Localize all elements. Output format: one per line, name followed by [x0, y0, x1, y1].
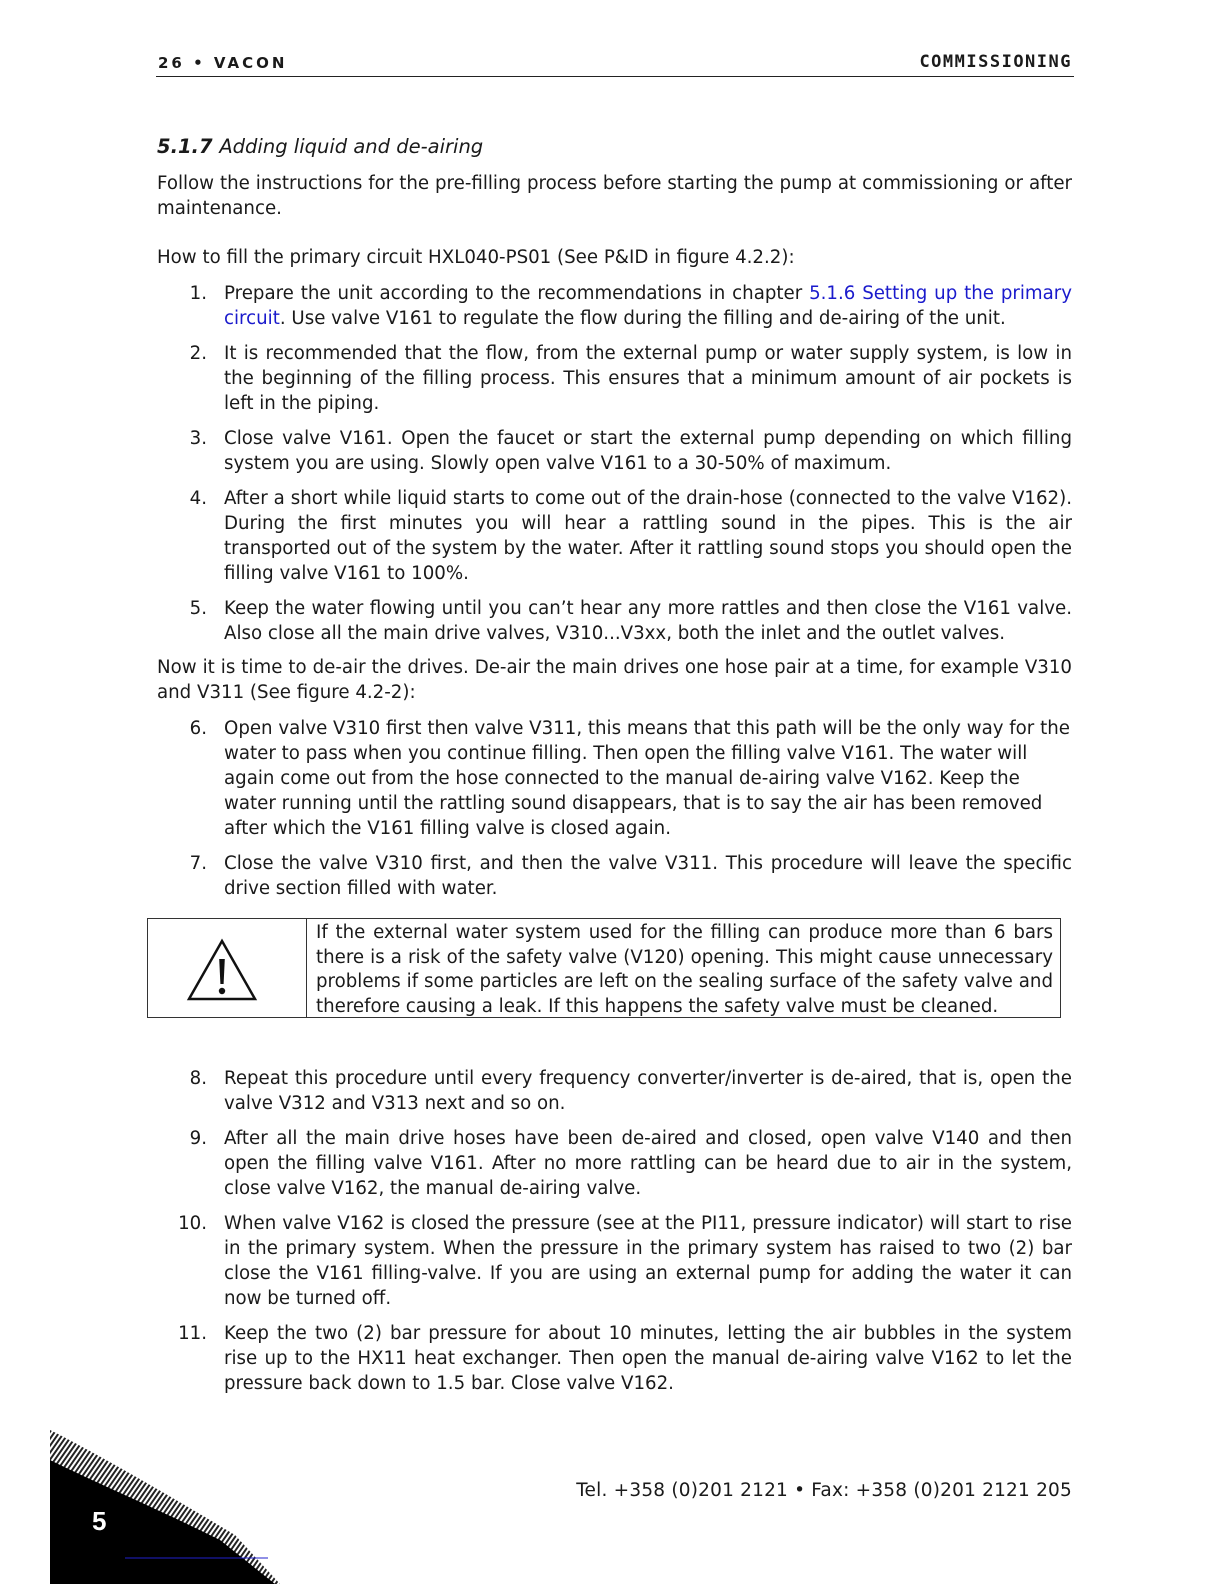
list-item [157, 1066, 1072, 1116]
step-number: 1. [189, 283, 207, 304]
warning-box [147, 918, 1061, 1018]
step-number: 3. [189, 428, 207, 449]
step-text: Close valve V161. Open the faucet or start the external pump depending on which filling system you are using. Slowly open valve V161 to a 30-50% of maximum. [224, 428, 1072, 474]
list-item [157, 1321, 1072, 1396]
chapter-corner-graphic [50, 1430, 280, 1584]
list-item [157, 341, 1072, 416]
list-item [157, 281, 1072, 331]
step-number: 10. [178, 1213, 207, 1234]
step-text: Repeat this procedure until every frequency converter/inverter is de-aired, that is, open the valve V312 and V313 next and so on. [224, 1068, 1072, 1114]
list-item [157, 1126, 1072, 1201]
step-number: 9. [189, 1128, 207, 1149]
step-text: Prepare the unit according to the recommendations in chapter [224, 283, 810, 304]
step-number: 4. [189, 488, 207, 509]
list-item [157, 716, 1072, 841]
list-item [157, 851, 1072, 901]
page-header [156, 52, 1074, 77]
section-heading [157, 133, 1072, 161]
step-number: 2. [189, 343, 207, 364]
step-number: 8. [189, 1068, 207, 1089]
header-chapter-title: COMMISSIONING [919, 52, 1072, 72]
step-text: Keep the water flowing until you can’t hear any more rattles and then close the V161 valve. Also close all the main drive valves, V310...V3xx, both the inlet and the outlet valves. [224, 598, 1072, 644]
section-title: Adding liquid and de-airing [219, 135, 484, 158]
steps-list-c [157, 1066, 1072, 1396]
chapter-number: 5 [92, 1506, 107, 1536]
step-text: . Use valve V161 to regulate the flow during the filling and de-airing of the unit. [279, 308, 1006, 329]
step-text: Keep the two (2) bar pressure for about 10 minutes, letting the air bubbles in the system rise up to the HX11 heat exchanger. Then open the manual de-airing valve V162 to let the pressure back down to 1.5 bar. Close valve V162. [224, 1323, 1072, 1394]
warning-text: If the external water system used for the filling can produce more than 6 bars there is a risk of the safety valve (V120) opening. This might cause unnecessary problems if some particles are left on the sealing surface of the safety valve and therefore causing a leak. If this happens the safety valve must be cleaned. [316, 922, 1053, 1017]
list-item [157, 426, 1072, 476]
list-item [157, 486, 1072, 586]
step-number: 6. [189, 718, 207, 739]
step-number: 5. [189, 598, 207, 619]
footer-contact: Tel. +358 (0)201 2121 • Fax: +358 (0)201 2121 205 [576, 1480, 1072, 1501]
warning-triangle-icon [186, 937, 258, 1003]
page-content [157, 133, 1072, 1406]
step-number: 11. [178, 1323, 207, 1344]
step-text: After a short while liquid starts to come out of the drain-hose (connected to the valve V162). During the first minutes you will hear a rattling sound in the pipes. This is the air transported out of the system by the water. After it rattling sound stops you should open the filling valve V161 to 100%. [224, 488, 1072, 584]
list-item [157, 1211, 1072, 1311]
chapter-link[interactable]: 5.1.6 Setting up the primary circuit [224, 283, 1073, 329]
step-text: After all the main drive hoses have been de-aired and closed, open valve V140 and then open the filling valve V161. After no more rattling can be heard due to air in the system, close valve V162, the manual de-airing valve. [224, 1128, 1072, 1199]
how-to-paragraph: How to fill the primary circuit HXL040-PS01 (See P&ID in figure 4.2.2): [157, 247, 795, 268]
intro-paragraph: Follow the instructions for the pre-filling process before starting the pump at commissioning or after maintenance. [157, 173, 1072, 219]
step-number: 7. [189, 853, 207, 874]
header-page-brand: 26 • VACON [158, 54, 288, 72]
step-text: Close the valve V310 first, and then the valve V311. This procedure will leave the specific drive section filled with water. [224, 853, 1072, 899]
list-item [157, 596, 1072, 646]
deair-intro-paragraph: Now it is time to de-air the drives. De-air the main drives one hose pair at a time, for example V310 and V311 (See figure 4.2-2): [157, 657, 1072, 703]
step-text: It is recommended that the flow, from the external pump or water supply system, is low in the beginning of the filling process. This ensures that a minimum amount of air pockets is left in the piping. [224, 343, 1072, 414]
section-number: 5.1.7 [157, 135, 213, 158]
warning-icon-cell [148, 919, 307, 1017]
step-text: Open valve V310 first then valve V311, this means that this path will be the only way for the water to pass when you continue filling. Then open the filling valve V161. The water will again come out from the hose connected to the manual de-airing valve V162. Keep the water running until the rattling sound disappears, that is to say the air has been removed after which the V161 filling valve is closed again. [224, 718, 1070, 839]
steps-list-a [157, 281, 1072, 646]
steps-list-b [157, 716, 1072, 901]
step-text: When valve V162 is closed the pressure (see at the PI11, pressure indicator) will start to rise in the primary system. When the pressure in the primary system has raised to two (2) bar close the V161 filling-valve. If you are using an external pump for adding the water it can now be turned off. [224, 1213, 1072, 1309]
